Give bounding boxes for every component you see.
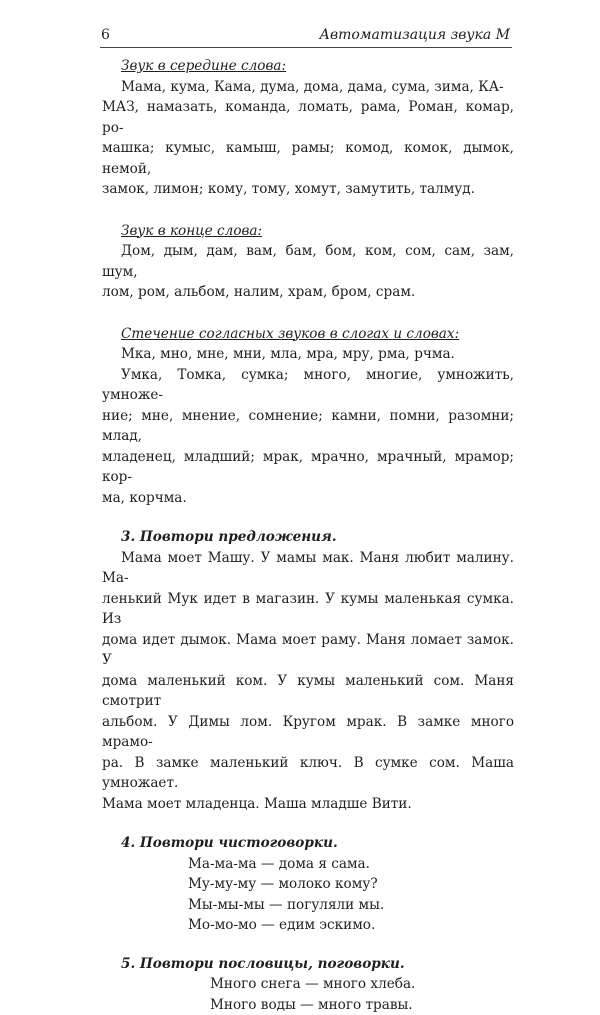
text-line: дома маленький ком. У кумы маленький сом. Маня смотрит (102, 671, 514, 712)
proverb-line: Много снега — много хлеба. (210, 974, 514, 995)
verse-line: Мо-мо-мо — едим эскимо. (188, 915, 514, 936)
page-number: 6 (101, 27, 110, 43)
text-line: ние; мне, мнение, сомнение; камни, помни, разомни; млад, (102, 406, 514, 447)
running-head (100, 25, 512, 48)
text-line: Дом, дым, дам, вам, бам, бом, ком, сом, сам, зам, шум, (102, 241, 514, 282)
text-line: МАЗ, намазать, команда, ломать, рама, Роман, комар, ро- (102, 97, 514, 138)
text-line: ра. В замке маленький ключ. В сумке сом. Маша умножает. (102, 753, 514, 794)
syllables-line: Мка, мно, мне, мни, мла, мра, мру, рма, рчма. (102, 344, 514, 365)
text-line: Мама моет Машу. У мамы мак. Маня любит малину. Ма- (102, 548, 514, 589)
text-line: дома идет дымок. Мама моет раму. Маня ломает замок. У (102, 630, 514, 671)
text-line: лом, ром, альбом, налим, храм, бром, срам. (102, 282, 514, 303)
exercise-4-title: 4. Повтори чистоговорки. (102, 833, 514, 854)
verse-line: Му-му-му — молоко кому? (188, 874, 514, 895)
subheading-middle: Звук в середине слова: (102, 56, 514, 77)
exercise-5-title: 5. Повтори пословицы, поговорки. (102, 954, 514, 975)
header-title: Автоматизация звука М (319, 27, 510, 43)
text-line: машка; кумыс, камыш, рамы; комод, комок, дымок, немой, (102, 138, 514, 179)
subheading-clusters: Стечение согласных звуков в слогах и словах: (102, 324, 514, 345)
text-line: Мама, кума, Кама, дума, дома, дама, сума, зима, КА- (102, 77, 514, 98)
subheading-end: Звук в конце слова: (102, 221, 514, 242)
verse-line: Ма-ма-ма — дома я сама. (188, 854, 514, 875)
page-content (102, 54, 514, 1015)
verse-line: Мы-мы-мы — погуляли мы. (188, 895, 514, 916)
text-line: Умка, Томка, сумка; много, многие, умножить, умноже- (102, 365, 514, 406)
text-line: альбом. У Димы лом. Кругом мрак. В замке много мрамо- (102, 712, 514, 753)
text-line: младенец, младший; мрак, мрачно, мрачный, мрамор; кор- (102, 447, 514, 488)
text-line: замок, лимон; кому, тому, хомут, замутить, талмуд. (102, 179, 514, 200)
text-line: ленький Мук идет в магазин. У кумы маленькая сумка. Из (102, 589, 514, 630)
text-line: ма, корчма. (102, 488, 514, 509)
text-line: Мама моет младенца. Маша младше Вити. (102, 794, 514, 815)
proverb-line: Много воды — много травы. (210, 995, 514, 1015)
exercise-3-title: 3. Повтори предложения. (102, 527, 514, 548)
